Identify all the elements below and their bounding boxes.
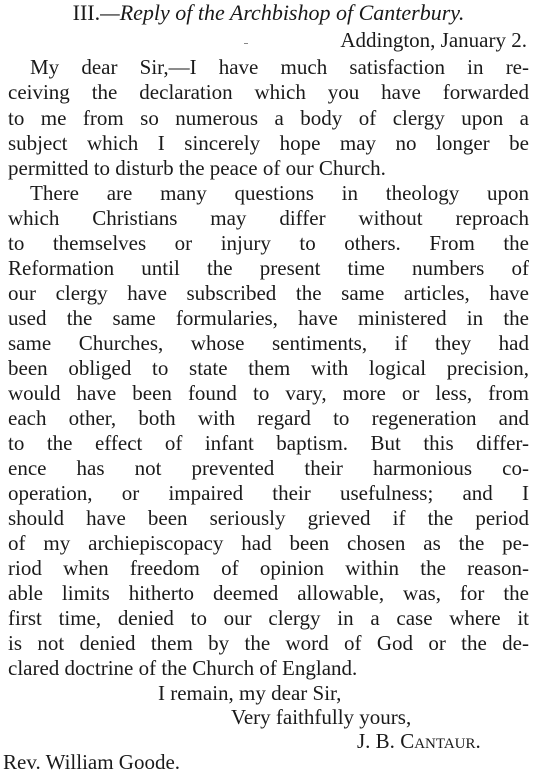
body-line: is not denied them by the word of God or the de-	[8, 631, 529, 655]
body-line: riod when freedom of opinion within the reason-	[8, 556, 529, 580]
signature-initials: J. B.	[357, 729, 395, 753]
body-line: our clergy have subscribed the same articles, have	[8, 281, 529, 305]
body-line: ceiving the declaration which you have forwarded	[8, 80, 529, 104]
body-line: been obliged to state them with logical precision,	[8, 356, 529, 380]
body-line: same Churches, whose sentiments, if they had	[8, 331, 529, 355]
closing-valediction: Very faithfully yours,	[231, 705, 412, 729]
section-heading	[0, 0, 537, 26]
section-number: III.	[72, 0, 101, 25]
dateline: Addington, January 2.	[340, 28, 527, 52]
body-line: permitted to disturb the peace of our Church.	[8, 156, 386, 180]
body-line: should have been seriously grieved if the period	[8, 506, 529, 530]
body-line: to themselves or injury to others. From the	[8, 231, 529, 255]
body-line: which Christians may differ without reproach	[8, 206, 529, 230]
stray-mark	[244, 43, 248, 44]
signature-name: Cantaur.	[400, 729, 481, 753]
body-line: each other, both with regard to regeneration and	[8, 406, 529, 430]
body-line: subject which I sincerely hope may no longer be	[8, 131, 529, 155]
body-line: My dear Sir,—I have much satisfaction in re-	[30, 55, 529, 79]
body-line: clared doctrine of the Church of England.	[8, 656, 358, 680]
body-line: Reformation until the present time numbers of	[8, 256, 529, 280]
body-line: to the effect of infant baptism. But this differ-	[8, 431, 529, 455]
body-line: used the same formularies, have ministered in the	[8, 306, 529, 330]
body-line: to me from so numerous a body of clergy upon a	[8, 106, 529, 130]
body-line: There are many questions in theology upon	[30, 181, 529, 205]
body-line: operation, or impaired their usefulness; and I	[8, 481, 529, 505]
closing-remain: I remain, my dear Sir,	[158, 681, 342, 705]
body-line: able limits hitherto deemed allowable, was, for the	[8, 581, 529, 605]
body-line: would have been found to vary, more or less, from	[8, 381, 529, 405]
body-line: of my archiepiscopacy had been chosen as the pe-	[8, 531, 529, 555]
body-line: ence has not prevented their harmonious co-	[8, 456, 529, 480]
body-line: first time, denied to our clergy in a case where it	[8, 606, 529, 630]
addressee: Rev. William Goode.	[3, 750, 181, 774]
section-title: —Reply of the Archbishop of Canterbury.	[100, 0, 465, 25]
signature	[357, 729, 481, 754]
